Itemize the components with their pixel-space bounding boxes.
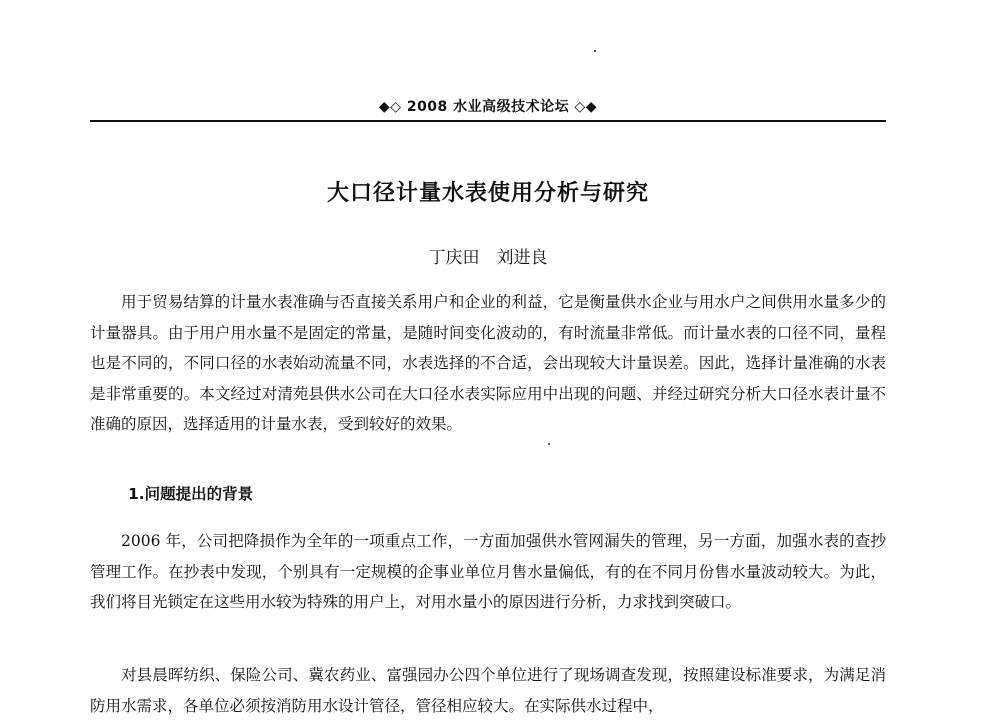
body-paragraph-2: 对县晨晖纺织、保险公司、冀农药业、富强园办公四个单位进行了现场调查发现，按照建设标准要求，为满足消防用水需求，各单位必须按消防用水设计管径，管径相应较大。在实际供水过程中， (90, 666, 886, 715)
abstract-paragraph: 用于贸易结算的计量水表准确与否直接关系用户和企业的利益，它是衡量供水企业与用水户之间供用水量多少的计量器具。由于用户用水量不是固定的常量，是随时间变化波动的，有时流量非常低。而计量水表的口径不同，量程也是不同的，不同口径的水表始动流量不同，水表选择的不合适，会出现较大计量误差。因此，选择计量准确的水表是非常重要的。本文经过对清苑县供水公司在大口径水表实际应用中出现的问题、并经过研究分析大口径水表计量不准确的原因，选择适用的计量水表，受到较好的效果。 (90, 293, 886, 433)
header-divider (90, 120, 886, 122)
running-header: ◆◇ 2008 水业高级技术论坛 ◇◆ (378, 99, 598, 115)
paper-title: 大口径计量水表使用分析与研究 (326, 181, 649, 206)
section-heading: 1.问题提出的背景 (128, 485, 254, 503)
scan-speck (594, 50, 596, 52)
body-paragraph-1: 2006 年，公司把降损作为全年的一项重点工作，一方面加强供水管网漏失的管理，另一方面，加强水表的查抄管理工作。在抄表中发现，个别具有一定规模的企事业单位月售水量偏低，有的在不同月份售水量波动较大。为此，我们将目光锁定在这些用水较为特殊的用户上，对用水量小的原因进行分析，力求找到突破口。 (90, 532, 886, 611)
scan-speck (548, 443, 550, 445)
paper-authors: 丁庆田 刘进良 (428, 248, 548, 268)
